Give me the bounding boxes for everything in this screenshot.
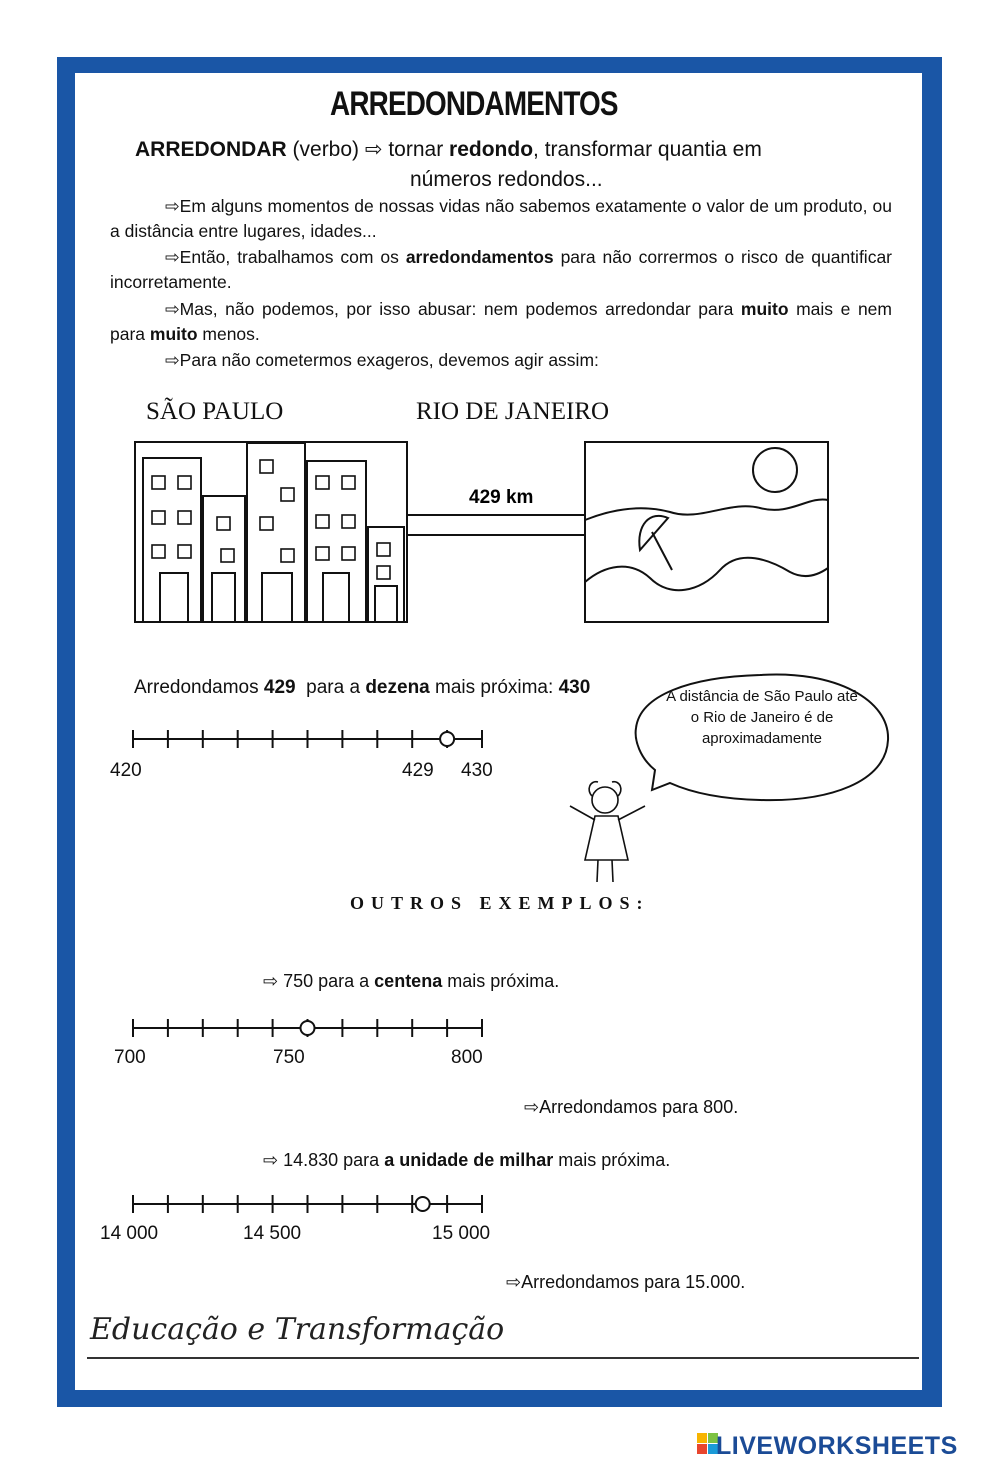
paragraph-2: ⇨Então, trabalhamos com os arredondamentos para não corrermos o risco de quantificar incorretamente. bbox=[110, 247, 893, 292]
distance-label: 429 km bbox=[469, 487, 534, 508]
arrow-icon: ⇨ bbox=[263, 971, 279, 991]
liveworksheets-logo-text: LIVEWORKSHEETS bbox=[716, 1432, 958, 1460]
example-main-sentence: Arredondamos 429 para a dezena mais próxima: 430 bbox=[134, 677, 591, 698]
signature: Educação e Transformação bbox=[90, 1312, 505, 1347]
paragraph-3: ⇨Mas, não podemos, por isso abusar: nem podemos arredondar para muito mais e nem para muito menos. bbox=[110, 299, 892, 344]
number-line-2-label-end: 800 bbox=[451, 1047, 483, 1068]
arrow-icon: ⇨ bbox=[165, 350, 180, 370]
definition-text-c: , transformar quantia em bbox=[533, 138, 762, 161]
definition-line-2: números redondos... bbox=[410, 168, 603, 191]
paragraph-4: ⇨Para não cometermos exageros, devemos agir assim: bbox=[165, 350, 599, 370]
example-750-sentence: ⇨ 750 para a centena mais próxima. bbox=[263, 971, 560, 991]
city-label-rio: RIO DE JANEIRO bbox=[416, 398, 610, 425]
example-750-result: ⇨Arredondamos para 800. bbox=[524, 1097, 739, 1117]
footer-divider bbox=[87, 1357, 919, 1359]
number-line-1-label-mark: 429 bbox=[402, 760, 434, 781]
arrow-icon: ⇨ bbox=[165, 196, 180, 216]
number-line-3-label-end: 15 000 bbox=[432, 1223, 491, 1244]
example-14830-sentence: ⇨ 14.830 para a unidade de milhar mais próxima. bbox=[263, 1150, 671, 1170]
number-line-marker bbox=[416, 1197, 430, 1211]
section-heading-outros-exemplos: OUTROS EXEMPLOS: bbox=[350, 893, 650, 913]
arrow-icon: ⇨ bbox=[165, 247, 180, 267]
arrow-icon: ⇨ bbox=[165, 299, 180, 319]
number-line-1-label-end: 430 bbox=[461, 760, 493, 781]
city-label-sao-paulo: SÃO PAULO bbox=[146, 398, 284, 425]
page-title: ARREDONDAMENTOS bbox=[330, 85, 618, 123]
definition-text-bold: redondo bbox=[449, 138, 534, 161]
number-line-3-label-start: 14 000 bbox=[100, 1223, 159, 1244]
arrow-icon: ⇨ bbox=[364, 138, 383, 161]
number-line-2-label-start: 700 bbox=[114, 1047, 146, 1068]
number-line-2-label-mark: 750 bbox=[273, 1047, 305, 1068]
definition-pos: (verbo) bbox=[292, 138, 360, 161]
paragraph-1: ⇨Em alguns momentos de nossas vidas não sabemos exatamente o valor de um produto, ou a distância entre lugares, idades... bbox=[110, 196, 892, 241]
speech-bubble-text: A distância de São Paulo até o Rio de Janeiro é de aproximadamente bbox=[666, 688, 858, 747]
example-14830-result: ⇨Arredondamos para 15.000. bbox=[506, 1272, 746, 1292]
arrow-icon: ⇨ bbox=[263, 1150, 279, 1170]
definition-text-a: tornar bbox=[388, 138, 444, 161]
number-line-1-label-start: 420 bbox=[110, 760, 142, 781]
number-line-3-label-mark: 14 500 bbox=[243, 1223, 302, 1244]
definition-term: ARREDONDAR bbox=[135, 138, 287, 161]
